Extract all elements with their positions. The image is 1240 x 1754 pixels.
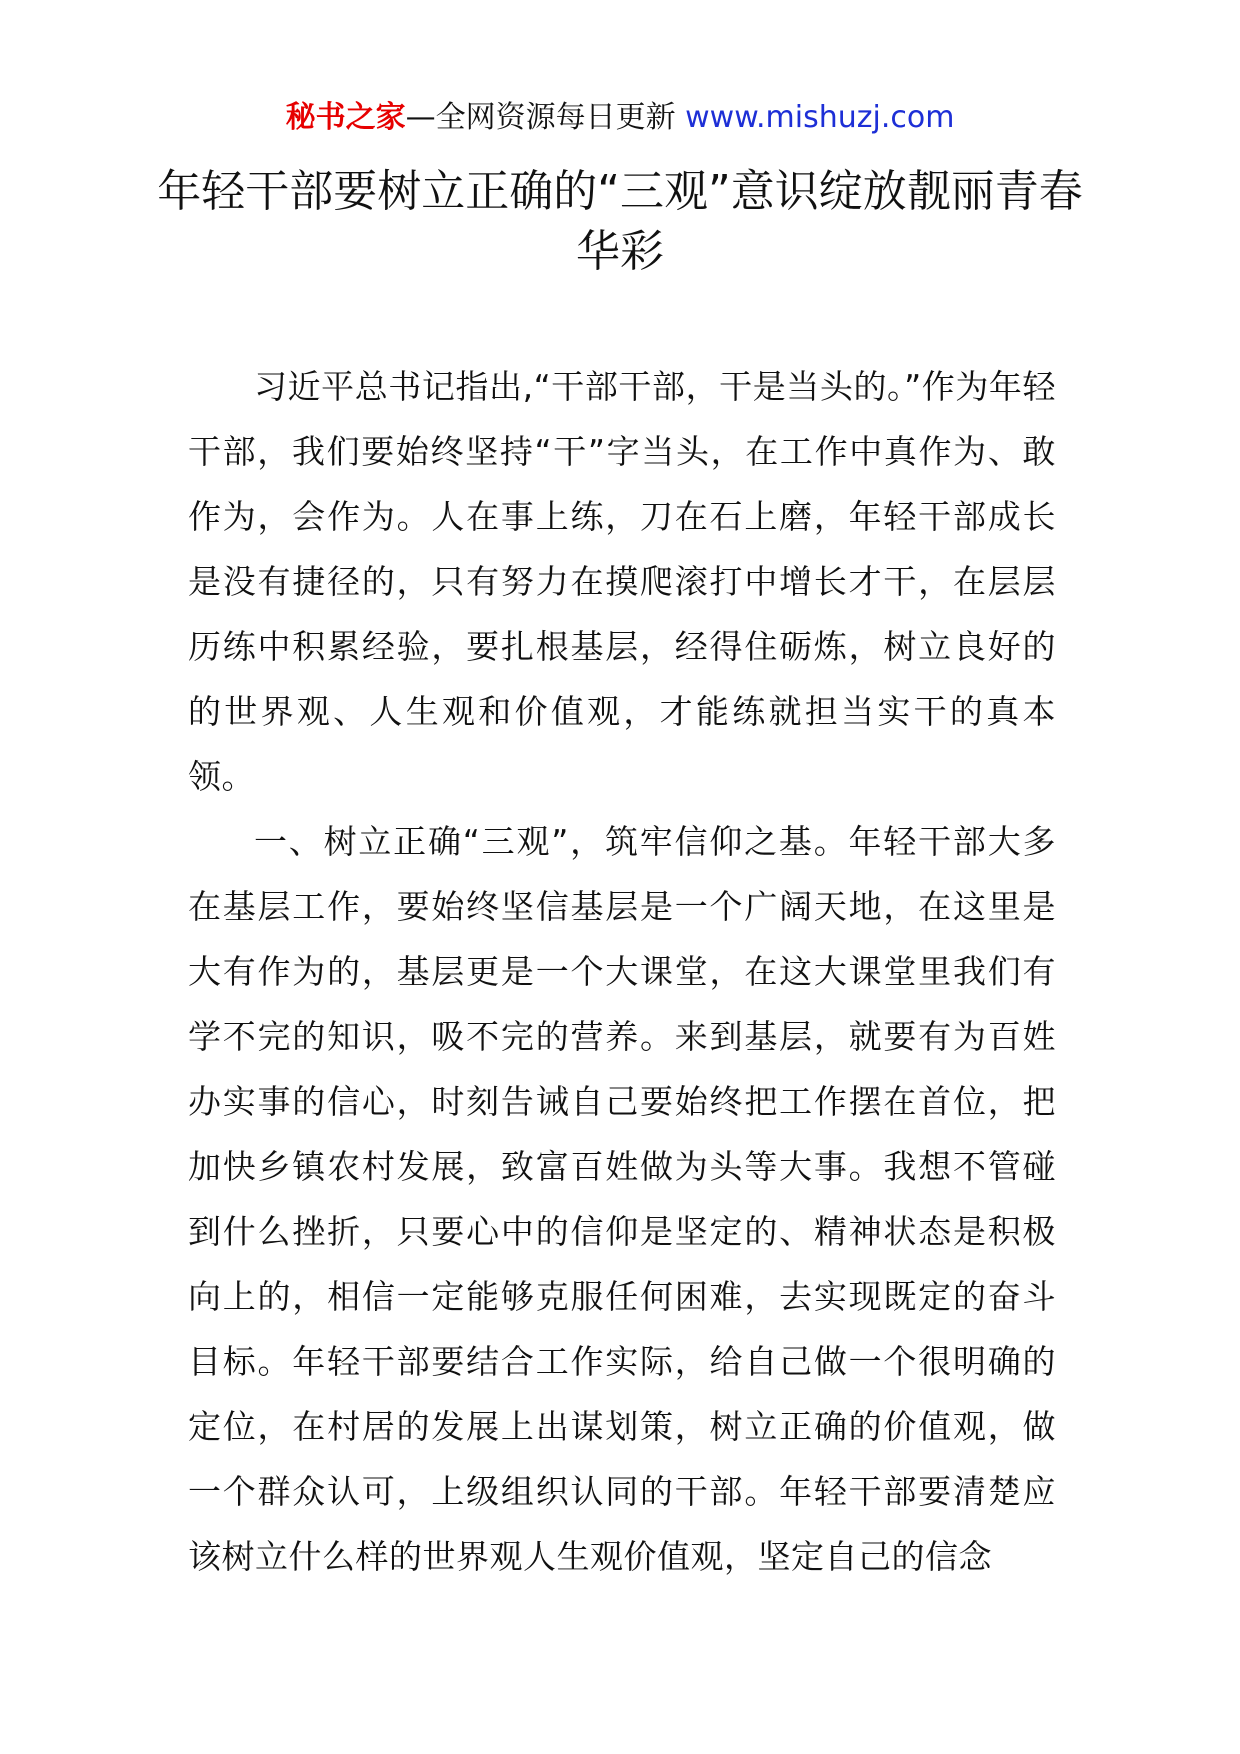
site-tagline: —全网资源每日更新 [405,100,676,135]
site-header [0,98,1240,138]
site-brand: 秘书之家 [285,100,406,135]
section-heading: 一、树立正确“三观”，筑牢信仰之基。 [254,822,849,861]
paragraph-intro [188,354,1056,809]
paragraph-text: 习近平总书记指出,“干部干部，干是当头的。”作为年轻干部，我们要始终坚持“干”字当头，在工作中真作为、敢作为，会作为。人在事上练，刀在石上磨，年轻干部成长是没有捷径的，只有努力在摸爬滚打中增长才干，在层层历练中积累经验，要扎根基层，经得住砺炼，树立良好的的世界观、人生观和价值观，才能练就担当实干的真本领。 [188,367,1056,796]
paragraph-text: 年轻干部大多在基层工作，要始终坚信基层是一个广阔天地，在这里是大有作为的，基层更是一个大课堂，在这大课堂里我们有学不完的知识，吸不完的营养。来到基层，就要有为百姓办实事的信心，时刻告诫自己要始终把工作摆在首位，把加快乡镇农村发展，致富百姓做为头等大事。我想不管碰到什么挫折，只要心中的信仰是坚定的、精神状态是积极向上的，相信一定能够克服任何困难，去实现既定的奋斗目标。年轻干部要结合工作实际，给自己做一个很明确的定位，在村居的发展上出谋划策，树立正确的价值观，做一个群众认可，上级组织认同的干部。年轻干部要清楚应该树立什么样的世界观人生观价值观，坚定自己的信念 [188,822,1056,1576]
document-title: 年轻干部要树立正确的“三观”意识绽放靓丽青春华彩 [157,166,1083,277]
paragraph-section-one [188,809,1056,1589]
document-body [188,354,1056,1589]
site-url-link[interactable]: www.mishuzj.com [685,100,955,135]
